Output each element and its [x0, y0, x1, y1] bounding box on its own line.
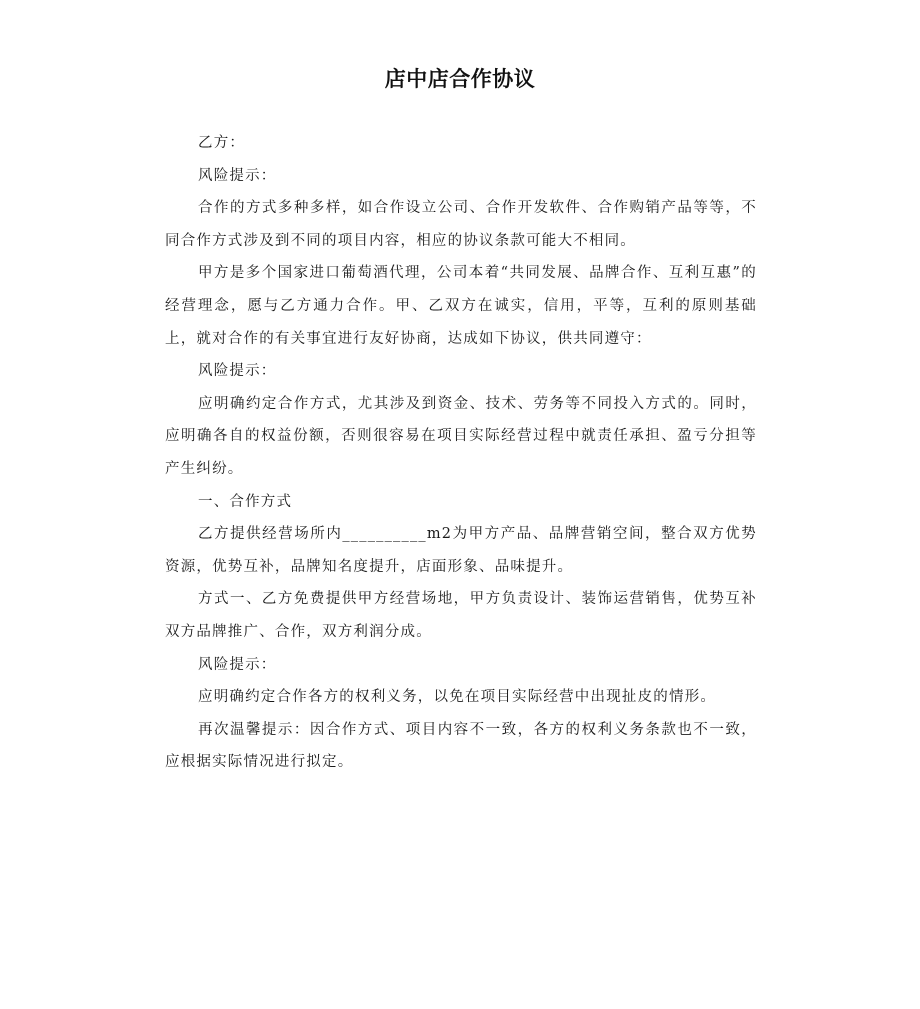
final-reminder-paragraph: 再次温馨提示：因合作方式、项目内容不一致，各方的权利义务条款也不一致，应根据实际情况进行拟定。 — [165, 721, 757, 771]
risk-notice-heading: 风险提示： — [198, 656, 277, 673]
venue-provision-paragraph: 乙方提供经营场所内__________m2为甲方产品、品牌营销空间，整合双方优势资源，优势互补，品牌知名度提升，店面形象、品味提升。 — [165, 526, 757, 575]
section-heading-cooperation-method: 一、合作方式 — [198, 493, 293, 510]
party-a-intro-paragraph: 甲方是多个国家进口葡萄酒代理，公司本着“共同发展、品牌合作、互利互惠”的经营理念，愿与乙方通力合作。甲、乙双方在诚实，信用，平等，互利的原则基础上，就对合作的有关事宜进行友好协商，达成如下协议，供共同遵守： — [165, 265, 757, 347]
party-b-line: 乙方： — [198, 135, 246, 151]
risk-notice-heading: 风险提示： — [198, 363, 277, 380]
method-one-paragraph: 方式一、乙方免费提供甲方经营场地，甲方负责设计、装饰运营销售，优势互补双方品牌推广、合作，双方利润分成。 — [165, 591, 757, 640]
risk-notice-heading: 风险提示： — [198, 167, 277, 184]
risk-notice-paragraph: 应明确约定合作方式，尤其涉及到资金、技术、劳务等不同投入方式的。同时，应明确各自的权益份额，否则很容易在项目实际经营过程中就责任承担、盈亏分担等产生纠纷。 — [165, 395, 757, 477]
document-title: 店中店合作协议 — [384, 67, 536, 91]
cooperation-methods-paragraph: 合作的方式多种多样，如合作设立公司、合作开发软件、合作购销产品等等，不同合作方式涉及到不同的项目内容，相应的协议条款可能大不相同。 — [165, 200, 757, 249]
document-body — [165, 127, 757, 779]
rights-obligations-paragraph: 应明确约定合作各方的权利义务，以免在项目实际经营中出现扯皮的情形。 — [198, 689, 717, 706]
